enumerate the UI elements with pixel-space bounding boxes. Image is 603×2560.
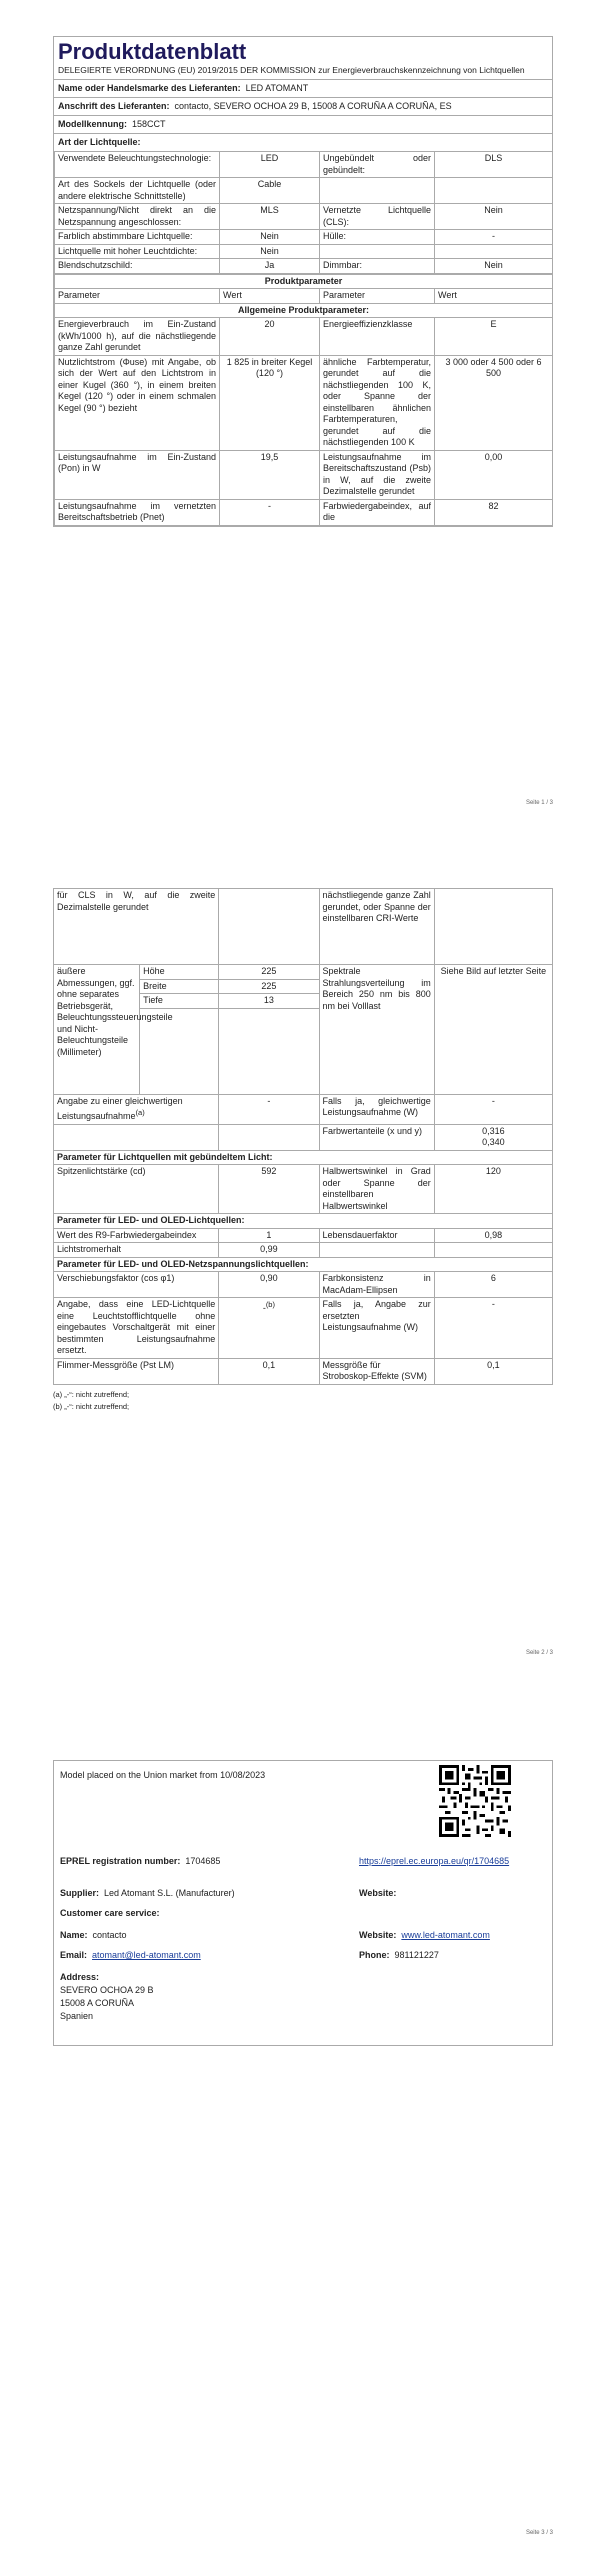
- type-value-2: Nein: [435, 259, 553, 274]
- mains-heading: Parameter für LED- und OLED-Netzspannungslichtquellen:: [54, 1257, 553, 1272]
- phone-line: Phone: 981121227: [359, 1950, 439, 1960]
- strobo-value: 0,1: [434, 1358, 552, 1384]
- type-value-2: [435, 178, 553, 204]
- eprel-frame: [53, 1760, 553, 2046]
- website-link[interactable]: www.led-atomant.com: [401, 1930, 490, 1940]
- peak-label: Spitzenlichtstärke (cd): [54, 1165, 219, 1214]
- type-row: [55, 204, 553, 230]
- dim-width-label: Breite: [140, 979, 219, 994]
- type-value-2: [435, 244, 553, 259]
- replace-value: -$^{(b)}$: [219, 1298, 319, 1359]
- type-label: Lichtquelle mit hoher Leuchtdichte:: [55, 244, 220, 259]
- model-row: Modellkennung: 158CCT: [54, 115, 552, 133]
- col-param-2: Parameter: [320, 289, 435, 304]
- email-link[interactable]: atomant@led-atomant.com: [92, 1950, 201, 1960]
- general-row: [55, 499, 553, 525]
- address-block: Address: SEVERO OCHOA 29 B 15008 A CORUÑA Spanien: [60, 1972, 154, 2021]
- chroma-label: Farbwertanteile (x und y): [319, 1124, 434, 1150]
- datasheet-frame-2: [53, 888, 553, 1413]
- type-label: Art des Sockels der Lichtquelle (oder andere elektrische Schnittstelle): [55, 178, 220, 204]
- beam-value: 120: [434, 1165, 552, 1214]
- equiv-value: -: [219, 1094, 319, 1124]
- maint-value: 0,99: [219, 1243, 319, 1258]
- spectral-value: Siehe Bild auf letzter Seite: [434, 965, 552, 1095]
- eprel-value: 1704685: [185, 1856, 221, 1866]
- general-value: 19,5: [220, 450, 320, 499]
- cont-label: für CLS in W, auf die zweite Dezimalstelle gerundet: [54, 889, 219, 965]
- flicker-label: Flimmer-Messgröße (Pst LM): [54, 1358, 219, 1384]
- replace-label-2: Falls ja, Angabe zur ersetzten Leistungsaufnahme (W): [319, 1298, 434, 1359]
- r9-label: Wert des R9-Farbwiedergabeindex: [54, 1228, 219, 1243]
- datasheet-frame-1: [53, 36, 553, 527]
- address-value: contacto, SEVERO OCHOA 29 B, 15008 A CORUÑA A CORUÑA, ES: [174, 101, 452, 111]
- equiv-value-2: -: [434, 1094, 552, 1124]
- supplier-name: Led Atomant S.L. (Manufacturer): [104, 1888, 235, 1898]
- maint-label: Lichtstromerhalt: [54, 1243, 219, 1258]
- general-label: Energieverbrauch im Ein-Zustand (kWh/1000 h), auf die nächstliegende ganze Zahl gerundet: [55, 318, 220, 356]
- type-value-2: DLS: [435, 152, 553, 178]
- supplier-value: LED ATOMANT: [245, 83, 309, 93]
- footnote-b: (b) „-“: nicht zutreffend;: [53, 1401, 130, 1411]
- type-label: Farblich abstimmbare Lichtquelle:: [55, 230, 220, 245]
- chroma-values: 0,316 0,340: [434, 1124, 552, 1150]
- type-value: Cable: [220, 178, 320, 204]
- replace-label: Angabe, dass eine LED-Lichtquelle eine Leuchtstofflichtquelle ohne eingebautes Vorschaltgerät mit einer bestimmten Leistungsaufnahme ersetzt.: [54, 1298, 219, 1359]
- general-value: 1 825 in breiter Kegel (120 °): [220, 355, 320, 450]
- general-value-2: 0,00: [435, 450, 553, 499]
- type-label-2: Ungebündelt oder gebündelt:: [320, 152, 435, 178]
- general-value-2: 82: [435, 499, 553, 525]
- dim-depth-label: Tiefe: [140, 994, 219, 1009]
- type-label-2: Vernetzte Lichtquelle (CLS):: [320, 204, 435, 230]
- eprel-link[interactable]: https://eprel.ec.europa.eu/qr/1704685: [359, 1856, 510, 1866]
- type-label-2: [320, 244, 435, 259]
- type-row: [55, 230, 553, 245]
- replace-value-2: -: [434, 1298, 552, 1359]
- website2-line: Website: www.led-atomant.com: [359, 1930, 490, 1940]
- equiv-label: Angabe zu einer gleichwertigen Leistungsaufnahme$^{(a)}$: [54, 1094, 219, 1124]
- general-label: Leistungsaufnahme im Ein-Zustand (Pon) in W: [55, 450, 220, 499]
- model-value: 158CCT: [132, 119, 166, 129]
- general-label-2: Leistungsaufnahme im Bereitschaftszustand (Psb) in W, auf die zweite Dezimalstelle gerundet: [320, 450, 435, 499]
- general-row: [55, 450, 553, 499]
- type-row: [55, 244, 553, 259]
- general-label-2: Energieeffizienzklasse: [320, 318, 435, 356]
- params-heading: Produktparameter: [55, 274, 553, 289]
- type-value: MLS: [220, 204, 320, 230]
- beam-label: Halbwertswinkel in Grad oder Spanne der einstellbaren Halbwertswinkel: [319, 1165, 434, 1214]
- page-number-3: Seite 3 / 3: [525, 2530, 553, 2536]
- phi-label: Verschiebungsfaktor (cos φ1): [54, 1272, 219, 1298]
- params-table-cont: [53, 888, 553, 1385]
- cont-label-2: nächstliegende ganze Zahl gerundet, oder Spanne der einstellbaren CRI-Werte: [319, 889, 434, 965]
- address-row: Anschrift des Lieferanten: contacto, SEVERO OCHOA 29 B, 15008 A CORUÑA A CORUÑA, ES: [54, 97, 552, 115]
- type-value: Ja: [220, 259, 320, 274]
- website-label: Website:: [359, 1888, 397, 1898]
- footnotes: [53, 1385, 553, 1413]
- general-row: [55, 318, 553, 356]
- general-label-2: ähnliche Farbtemperatur, gerundet auf die nächstliegenden 100 K, oder Spanne der einstellbaren ähnlichen Farbtemperaturen, gerundet auf die nächstliegenden 100 K: [320, 355, 435, 450]
- type-value: Nein: [220, 230, 320, 245]
- general-row: [55, 355, 553, 450]
- page-3: [0, 1720, 603, 2560]
- general-value: 20: [220, 318, 320, 356]
- dim-height-value: 225: [219, 965, 319, 980]
- col-param: Parameter: [55, 289, 220, 304]
- page-1: [0, 0, 603, 840]
- type-table: [54, 151, 553, 274]
- eprel-line: EPREL registration number: 1704685: [60, 1856, 221, 1866]
- footnote-a: (a) „-“: nicht zutreffend;: [53, 1389, 130, 1399]
- survival-label: Lebensdauerfaktor: [319, 1228, 434, 1243]
- dim-width-value: 225: [219, 979, 319, 994]
- type-row: [55, 259, 553, 274]
- survival-value: 0,98: [434, 1228, 552, 1243]
- general-value-2: 3 000 oder 4 500 oder 6 500: [435, 355, 553, 450]
- general-value: -: [220, 499, 320, 525]
- type-value: LED: [220, 152, 320, 178]
- dims-label: äußere Abmessungen, ggf. ohne separates Betriebsgerät, Beleuchtungssteuerungsteile und Nicht-Beleuchtungsteile (Millimeter): [54, 965, 140, 1095]
- page-2: [0, 880, 603, 1720]
- type-value: Nein: [220, 244, 320, 259]
- email-line: Email: atomant@led-atomant.com: [60, 1950, 201, 1960]
- peak-value: 592: [219, 1165, 319, 1214]
- flicker-value: 0,1: [219, 1358, 319, 1384]
- type-label-2: [320, 178, 435, 204]
- general-value-2: E: [435, 318, 553, 356]
- general-heading: Allgemeine Produktparameter:: [55, 303, 553, 318]
- dim-depth-value: 13: [219, 994, 319, 1009]
- type-row: [55, 178, 553, 204]
- page-number-1: Seite 1 / 3: [525, 800, 553, 806]
- type-label: Netzspannung/Nicht direkt an die Netzspannung angeschlossen:: [55, 204, 220, 230]
- led-heading: Parameter für LED- und OLED-Lichtquellen:: [54, 1214, 553, 1229]
- name-line: Name: contacto: [60, 1930, 127, 1940]
- type-label-2: Dimmbar:: [320, 259, 435, 274]
- market-text: Model placed on the Union market from 10/08/2023: [60, 1770, 266, 1780]
- params-table: [54, 274, 553, 526]
- dim-height-label: Höhe: [140, 965, 219, 980]
- col-value: Wert: [220, 289, 320, 304]
- type-value-2: Nein: [435, 204, 553, 230]
- macadam-value: 6: [434, 1272, 552, 1298]
- directional-heading: Parameter für Lichtquellen mit gebündeltem Licht:: [54, 1150, 553, 1165]
- care-label: Customer care service:: [60, 1908, 160, 1918]
- type-label-2: Hülle:: [320, 230, 435, 245]
- type-label: Blendschutzschild:: [55, 259, 220, 274]
- general-label: Nutzlichtstrom (Φuse) mit Angabe, ob sich der Wert auf den Lichtstrom in einer Kugel (360 °), in einem breiten Kegel (120 °) oder in einem schmalen Kegel (90 °) bezieht: [55, 355, 220, 450]
- macadam-label: Farbkonsistenz in MacAdam-Ellipsen: [319, 1272, 434, 1298]
- general-label-2: Farbwiedergabeindex, auf die: [320, 499, 435, 525]
- col-value-2: Wert: [435, 289, 553, 304]
- page-title: Produktdatenblatt: [58, 39, 247, 64]
- type-heading: Art der Lichtquelle:: [54, 133, 552, 151]
- strobo-label: Messgröße für Stroboskop-Effekte (SVM): [319, 1358, 434, 1384]
- type-label: Verwendete Beleuchtungstechnologie:: [55, 152, 220, 178]
- phone-value: 981121227: [394, 1950, 439, 1960]
- general-label: Leistungsaufnahme im vernetzten Bereitschaftsbetrieb (Pnet): [55, 499, 220, 525]
- r9-value: 1: [219, 1228, 319, 1243]
- page-number-2: Seite 2 / 3: [525, 1650, 553, 1656]
- regulation-text: DELEGIERTE VERORDNUNG (EU) 2019/2015 DER KOMMISSION zur Energieverbrauchskennzeichnung von Lichtquellen: [58, 65, 525, 75]
- supplier-line: Supplier: Led Atomant S.L. (Manufacturer): [60, 1888, 235, 1898]
- name-value: contacto: [92, 1930, 127, 1940]
- phi-value: 0,90: [219, 1272, 319, 1298]
- type-value-2: -: [435, 230, 553, 245]
- spectral-label: Spektrale Strahlungsverteilung im Bereich 250 nm bis 800 nm bei Volllast: [319, 965, 434, 1095]
- type-row: [55, 152, 553, 178]
- equiv-label-2: Falls ja, gleichwertige Leistungsaufnahme (W): [319, 1094, 434, 1124]
- supplier-row: Name oder Handelsmarke des Lieferanten: LED ATOMANT: [54, 79, 552, 97]
- qr-code-icon[interactable]: [439, 1765, 511, 1837]
